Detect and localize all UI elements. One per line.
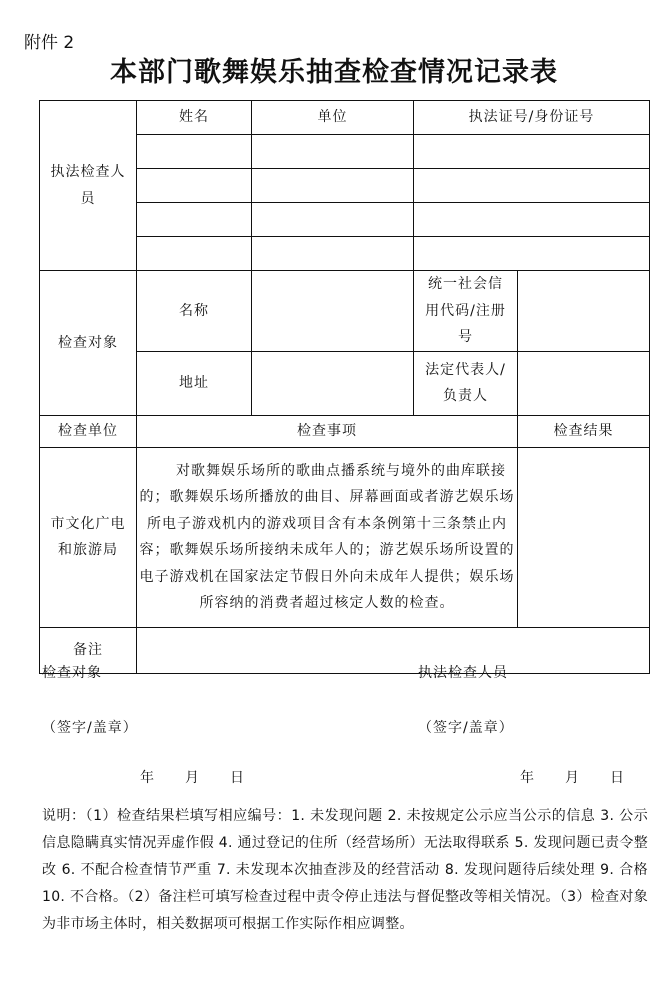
matters-header: 检查事项 (137, 415, 518, 447)
remarks-value[interactable] (137, 627, 650, 673)
inspector-name-cell[interactable] (137, 203, 252, 237)
id-header: 执法证号/身份证号 (414, 101, 650, 135)
address-label: 地址 (137, 351, 252, 415)
date-right: 年 月 日 (520, 770, 625, 786)
inspecting-unit: 市文化广电和旅游局 (40, 447, 137, 627)
unit-col-header: 检查单位 (40, 415, 137, 447)
inspection-matters (137, 447, 518, 627)
inspectors-label: 执法检查人员 (40, 101, 137, 271)
date-left: 年 月 日 (140, 770, 245, 786)
inspector-id-cell[interactable] (414, 169, 650, 203)
explanation-note: 说明：（1）检查结果栏填写相应编号：1. 未发现问题 2. 未按规定公示应当公示的信息 3. 公示信息隐瞒真实情况弄虚作假 4. 通过登记的住所（经营场所）无法取得联系 5. 发现问题已责令整改 6. 不配合检查情节严重 7. 未发现本次抽查涉及的经营活动 8. 发现问题待后续处理 9. 合格 10. 不合格。（2）备注栏可填写检查过程中责令停止违法与督促整改等相关情况。（3）检查对象为非市场主体时，相关数据项可根据工作实际作相应调整。 (42, 808, 648, 932)
sign-stamp-left: （签字/盖章） (42, 720, 138, 736)
signature-object-label: 检查对象 (42, 665, 102, 681)
credit-code-value[interactable] (518, 271, 650, 352)
legal-rep-label: 法定代表人/负责人 (414, 351, 518, 415)
inspector-unit-cell[interactable] (252, 237, 414, 271)
inspector-name-cell[interactable] (137, 135, 252, 169)
unit-header: 单位 (252, 101, 414, 135)
legal-rep-value[interactable] (518, 351, 650, 415)
inspector-id-cell[interactable] (414, 203, 650, 237)
object-label: 检查对象 (40, 271, 137, 416)
remarks-label: 备注 (40, 627, 137, 673)
inspection-record-table (39, 100, 650, 674)
signature-inspector-label: 执法检查人员 (418, 665, 508, 681)
inspector-unit-cell[interactable] (252, 203, 414, 237)
inspector-id-cell[interactable] (414, 237, 650, 271)
inspection-matters-text: 对歌舞娱乐场所的歌曲点播系统与境外的曲库联接的；歌舞娱乐场所播放的曲目、屏幕画面或者游艺娱乐场所电子游戏机内的游戏项目含有本条例第十三条禁止内容；歌舞娱乐场所接纳未成年人的；游艺娱乐场所设置的电子游戏机在国家法定节假日外向未成年人提供；娱乐场所容纳的消费者超过核定人数的检查。 (139, 462, 515, 612)
object-name-label: 名称 (137, 271, 252, 352)
attachment-label: 附件 2 (24, 33, 75, 53)
inspector-name-cell[interactable] (137, 169, 252, 203)
page-title: 本部门歌舞娱乐抽查检查情况记录表 (110, 57, 558, 88)
name-header: 姓名 (137, 101, 252, 135)
credit-code-label: 统一社会信用代码/注册号 (414, 271, 518, 352)
result-value[interactable] (518, 447, 650, 627)
inspector-id-cell[interactable] (414, 135, 650, 169)
address-value[interactable] (252, 351, 414, 415)
object-name-value[interactable] (252, 271, 414, 352)
result-header: 检查结果 (518, 415, 650, 447)
inspector-unit-cell[interactable] (252, 135, 414, 169)
inspector-unit-cell[interactable] (252, 169, 414, 203)
sign-stamp-right: （签字/盖章） (418, 720, 514, 736)
inspector-name-cell[interactable] (137, 237, 252, 271)
